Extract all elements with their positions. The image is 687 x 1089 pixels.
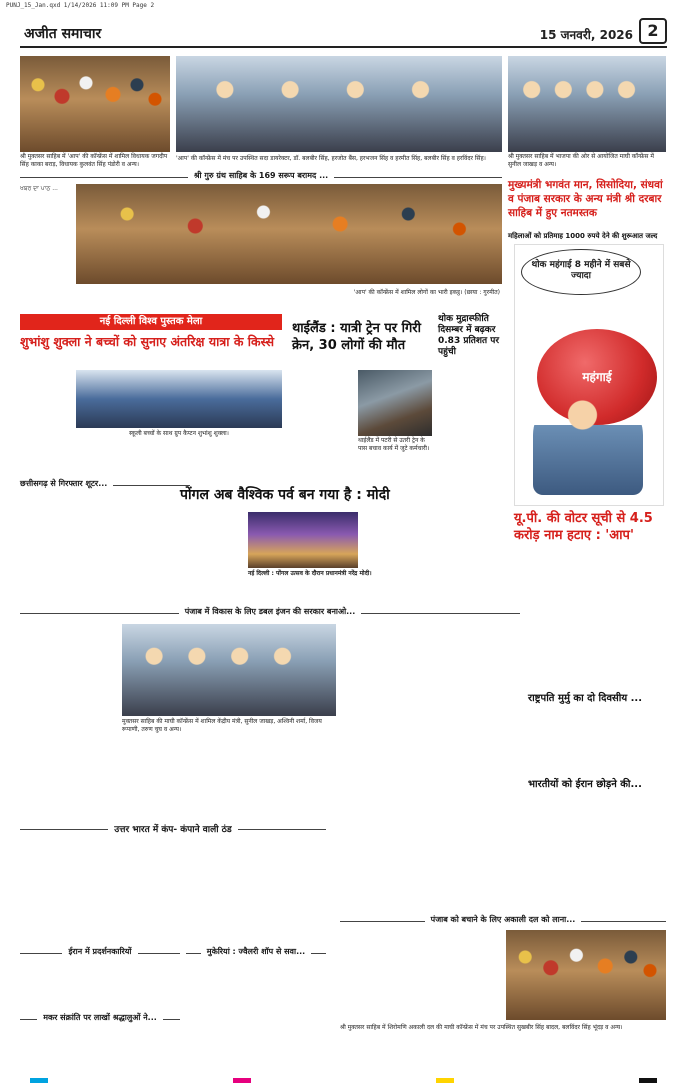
caption-top-left: श्री मुक्तसर साहिब में 'आप' की कॉन्फ्रेंस में शामिल विधायक जगदीप सिंह काका बराड़, विधायक कुलवंत सिंह पंडोरी व अन्य। [20, 153, 168, 168]
headline-save-punjab-akali: पंजाब को बचाने के लिए अकाली दल को लाना... [340, 914, 666, 928]
caption-sgpc-photo: 'आप' की कॉन्फ्रेंस में शामिल लोगों का भारी इकट्ठ। (छाया : गुरमीत) [353, 289, 500, 296]
caption-pongal: नई दिल्ली : पोंगल उत्सव के दौरान प्रधानमंत्री नरेंद्र मोदी। [248, 570, 372, 577]
headline-up-voter-list: यू.पी. की वोटर सूची से 4.5 करोड़ नाम हटाए : 'आप' [514, 511, 653, 543]
registration-magenta [233, 1078, 251, 1083]
story-bookfair-col1 [20, 370, 72, 430]
headline-chhattisgarh: छत्तीसगढ़ से गिरफ्तार शूटर... [20, 478, 190, 492]
subhead-women-1000: महिलाओं को प्रतिमाह 1000 रुपये देने की शुरूआत जल्द [508, 232, 658, 240]
photo-aap-stage [176, 56, 502, 152]
file-info-bar: PUNJ_15_Jan.qxd 1/14/2026 11:09 PM Page 2 [6, 2, 155, 9]
caption-bookfair-photo: स्कूली बच्चों के साथ ग्रुप कैप्टन शुभांशु शुक्ला। [129, 430, 229, 437]
headline-mukerian-jewellery: मुकेरियां : ज्वैलरी शॉप से सवा... [186, 946, 326, 960]
caption-top-right: श्री मुक्तसर साहिब में भाजपा की ओर से आयोजित माघी कॉन्फ्रेंस में सुनील जाखड़ व अन्य। [508, 153, 654, 168]
headline-thailand-train: थाईलैंड : यात्री ट्रेन पर गिरी क्रेन, 30 लोगों की मौत [292, 321, 421, 353]
photo-bjp-conference [508, 56, 666, 152]
issue-date: 15 जनवरी, 2026 [539, 28, 633, 42]
photo-akali-maghi-conference [506, 930, 666, 1020]
registration-black [639, 1078, 657, 1083]
photo-bjp-maghi-conference [122, 624, 336, 716]
photo-aap-rally-crowd [76, 184, 502, 284]
headline-shubhanshu: शुभांशु शुक्ला ने बच्चों को सुनाए अंतरिक्ष यात्रा के किस्से [20, 334, 275, 349]
headline-makar-sankranti: मकर संक्रांति पर लाखों श्रद्धालुओं ने... [20, 1012, 180, 1026]
photo-aap-conference-left [20, 56, 170, 152]
headline-iran-leave: भारतीयों को ईरान छोड़ने की... [528, 779, 642, 790]
caption-thailand: थाईलैंड में पटरी से उतरी ट्रेन के पास बचाव कार्य में जुटे कर्मचारी। [358, 437, 430, 452]
caption-top-middle: 'आप' की कॉन्फ्रेंस में मंच पर उपस्थित सदा डायरेक्टर, डॉ. बलबीर सिंह, हरजोत बैंस, हरभजन सिंह व हरमीत सिंह, बलबीर सिंह व हरविंदर सिंह। [176, 155, 486, 162]
photo-pongal-celebration [248, 512, 358, 568]
headline-sgpc: श्री गुरु ग्रंथ साहिब के 169 सरूप बरामद ... [20, 170, 502, 184]
cartoon-figure [533, 395, 643, 495]
headline-cold-wave: उत्तर भारत में कंप- कंपाने वाली ठंड [20, 822, 326, 836]
banner-book-fair: नई दिल्ली विश्व पुस्तक मेला [20, 314, 282, 330]
page-number: 2 [639, 18, 667, 44]
cartoon-speech-bubble: थोक महंगाई 8 महीने में सबसे ज्यादा [521, 249, 641, 295]
headline-wholesale-inflation: थोक मुद्रास्फीति दिसम्बर में बढ़कर 0.83 प्रतिशत पर पहुंची [438, 314, 500, 357]
headline-president-murmu: राष्ट्रपति मुर्मु का दो दिवसीय ... [528, 693, 643, 704]
caption-punjab-dev: मुक्तसर साहिब की माघी कॉन्फ्रेंस में शामिल केंद्रीय मंत्री, सुनील जाखड़, अश्विनी शर्मा, विजय रूपाणी, तरुण चुघ व अन्य। [122, 718, 322, 733]
headline-cm-darbar-sahib: मुख्यमंत्री भगवंत मान, सिसोदिया, संधवां व पंजाब सरकार के अन्य मंत्री श्री दरबार साहिब में हुए नतमस्तक [508, 179, 663, 219]
caption-akali-conference: श्री मुक्तसर साहिब में शिरोमणि अकाली दल की माघी कॉन्फ्रेंस में मंच पर उपस्थित सुखबीर सिंह बादल, बलविंदर सिंह भूंदड़ व अन्य। [340, 1024, 623, 1031]
photo-thailand-train-accident [358, 370, 432, 436]
headline-pongal-modi: पोंगल अब वैश्विक पर्व बन गया है : मोदी [180, 487, 390, 503]
story-sgpc-text-col1: ਖਬਰ ਦਾ ਪਾਠ ... [20, 185, 58, 192]
photo-students-with-shubhanshu [76, 370, 282, 428]
registration-cyan [30, 1078, 48, 1083]
newspaper-name: अजीत समाचार [24, 26, 102, 42]
headline-iran-protesters: ईरान में प्रदर्शनकारियों [20, 946, 180, 960]
cartoon-inflation-ball: महंगाई [537, 329, 657, 425]
headline-punjab-double-engine: पंजाब में विकास के लिए डबल इंजन की सरकार बनाओ... [20, 606, 520, 620]
masthead [20, 14, 667, 48]
registration-yellow [436, 1078, 454, 1083]
cartoon-inflation [514, 244, 664, 506]
registration-marks [0, 1078, 687, 1089]
